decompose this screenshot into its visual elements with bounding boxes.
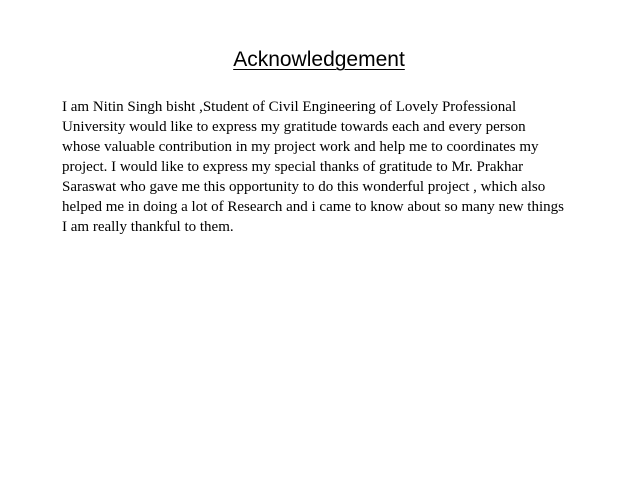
paragraph-line-1: I am Nitin Singh bisht ,Student of Civil Engineering of Lovely Professional xyxy=(62,99,517,115)
paragraph-line-5: Saraswat who gave me this opportunity to do this wonderful project , which also xyxy=(62,179,546,195)
paragraph-line-4: project. I would like to express my special thanks of gratitude to Mr. Prakhar xyxy=(62,159,524,175)
paragraph-line-7: I am really thankful to them. xyxy=(62,219,234,235)
slide-title: Acknowledgement xyxy=(233,48,405,71)
paragraph-line-6: helped me in doing a lot of Research and i came to know about so many new things xyxy=(62,199,564,215)
paragraph-line-2: University would like to express my gratitude towards each and every person xyxy=(62,119,526,135)
acknowledgement-paragraph xyxy=(62,97,607,237)
paragraph-line-3: whose valuable contribution in my project work and help me to coordinates my xyxy=(62,139,539,155)
